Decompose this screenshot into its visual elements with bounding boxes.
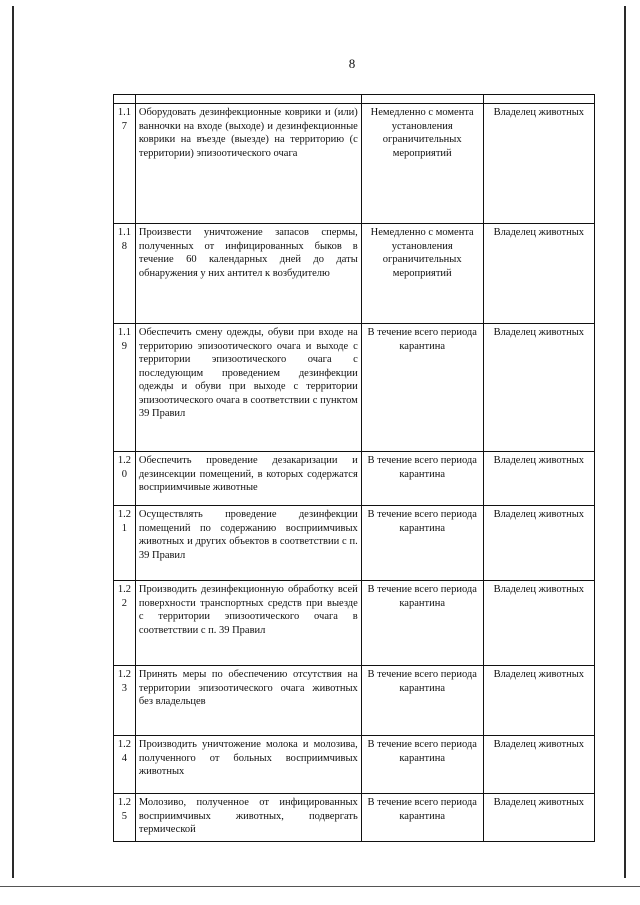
row-responsible: Владелец животных (483, 324, 594, 452)
table-row (114, 324, 595, 452)
row-responsible: Владелец животных (483, 506, 594, 581)
header-cell-responsible (483, 95, 594, 104)
row-term: В течение всего периода карантина (361, 666, 483, 736)
row-action: Производить уничтожение молока и молозива, полученного от больных восприимчивых животных (135, 736, 361, 794)
row-number-part: 0 (121, 468, 128, 480)
row-number-part: 3 (121, 682, 128, 694)
table-row (114, 581, 595, 666)
row-number-part: 1.1 (117, 227, 131, 238)
row-number-part: 9 (121, 340, 128, 352)
row-number (114, 506, 136, 581)
row-responsible: Владелец животных (483, 794, 594, 842)
row-action: Обеспечить проведение дезакаризации и дезинсекции помещений, в которых содержатся восприимчивые животные (135, 452, 361, 506)
row-number-part: 8 (121, 240, 128, 252)
table-row (114, 104, 595, 224)
row-responsible: Владелец животных (483, 224, 594, 324)
row-term: В течение всего периода карантина (361, 581, 483, 666)
row-number-part: 4 (121, 752, 128, 764)
row-responsible: Владелец животных (483, 104, 594, 224)
row-number (114, 581, 136, 666)
row-number-part: 1.1 (117, 107, 131, 118)
table-header-row (114, 95, 595, 104)
row-number-part: 2 (121, 597, 128, 609)
row-number-part: 1 (121, 522, 128, 534)
scan-border-right (624, 6, 626, 878)
row-number (114, 736, 136, 794)
row-number (114, 794, 136, 842)
row-action: Произвести уничтожение запасов спермы, полученных от инфицированных быков в течение 60 календарных дней до даты обнаружения у них антител к возбудителю (135, 224, 361, 324)
header-cell-term (361, 95, 483, 104)
page-number: 8 (348, 56, 356, 71)
row-action: Осуществлять проведение дезинфекции помещений по содержанию восприимчивых животных и других объектов в соответствии с п. 39 Правил (135, 506, 361, 581)
row-action: Молозиво, полученное от инфицированных восприимчивых животных, подвергать термической (135, 794, 361, 842)
header-cell-number (114, 95, 136, 104)
row-term: В течение всего периода карантина (361, 452, 483, 506)
row-term: В течение всего периода карантина (361, 794, 483, 842)
row-term: В течение всего периода карантина (361, 736, 483, 794)
row-number (114, 104, 136, 224)
row-term: В течение всего периода карантина (361, 324, 483, 452)
scan-border-left (12, 6, 14, 878)
row-action: Производить дезинфекционную обработку всей поверхности транспортных средств при выезде с территории эпизоотического очага в соответствии с п. 39 Правил (135, 581, 361, 666)
row-term: Немедленно с момента установления ограничительных мероприятий (361, 224, 483, 324)
row-responsible: Владелец животных (483, 666, 594, 736)
row-term: Немедленно с момента установления ограничительных мероприятий (361, 104, 483, 224)
row-number-part: 1.2 (117, 797, 131, 808)
row-number (114, 666, 136, 736)
row-action: Обеспечить смену одежды, обуви при входе на территорию эпизоотического очага и выходе с территории эпизоотического очага с последующим проведением дезинфекции одежды и обуви при выходе с территории эпизоотического очага в соответствии с пунктом 39 Правил (135, 324, 361, 452)
scan-border-bottom (0, 886, 640, 887)
row-responsible: Владелец животных (483, 581, 594, 666)
row-term: В течение всего периода карантина (361, 506, 483, 581)
row-number-part: 7 (121, 120, 128, 132)
table-row (114, 736, 595, 794)
row-number (114, 324, 136, 452)
table-row (114, 794, 595, 842)
row-number (114, 224, 136, 324)
row-action: Принять меры по обеспечению отсутствия на территории эпизоотического очага животных без владельцев (135, 666, 361, 736)
table-row (114, 506, 595, 581)
header-cell-action (135, 95, 361, 104)
row-responsible: Владелец животных (483, 736, 594, 794)
row-action: Оборудовать дезинфекционные коврики и (или) ванночки на входе (выходе) и дезинфекционные коврики на въезде (выезде) на территорию (с территории) эпизоотического очага (135, 104, 361, 224)
row-number (114, 452, 136, 506)
measures-table (113, 94, 595, 842)
row-number-part: 1.2 (117, 739, 131, 750)
row-number-part: 1.2 (117, 669, 131, 680)
row-responsible: Владелец животных (483, 452, 594, 506)
table-row (114, 452, 595, 506)
row-number-part: 5 (121, 810, 128, 822)
row-number-part: 1.2 (117, 584, 131, 595)
row-number-part: 1.2 (117, 509, 131, 520)
table-row (114, 666, 595, 736)
row-number-part: 1.1 (117, 327, 131, 338)
row-number-part: 1.2 (117, 455, 131, 466)
table-row (114, 224, 595, 324)
